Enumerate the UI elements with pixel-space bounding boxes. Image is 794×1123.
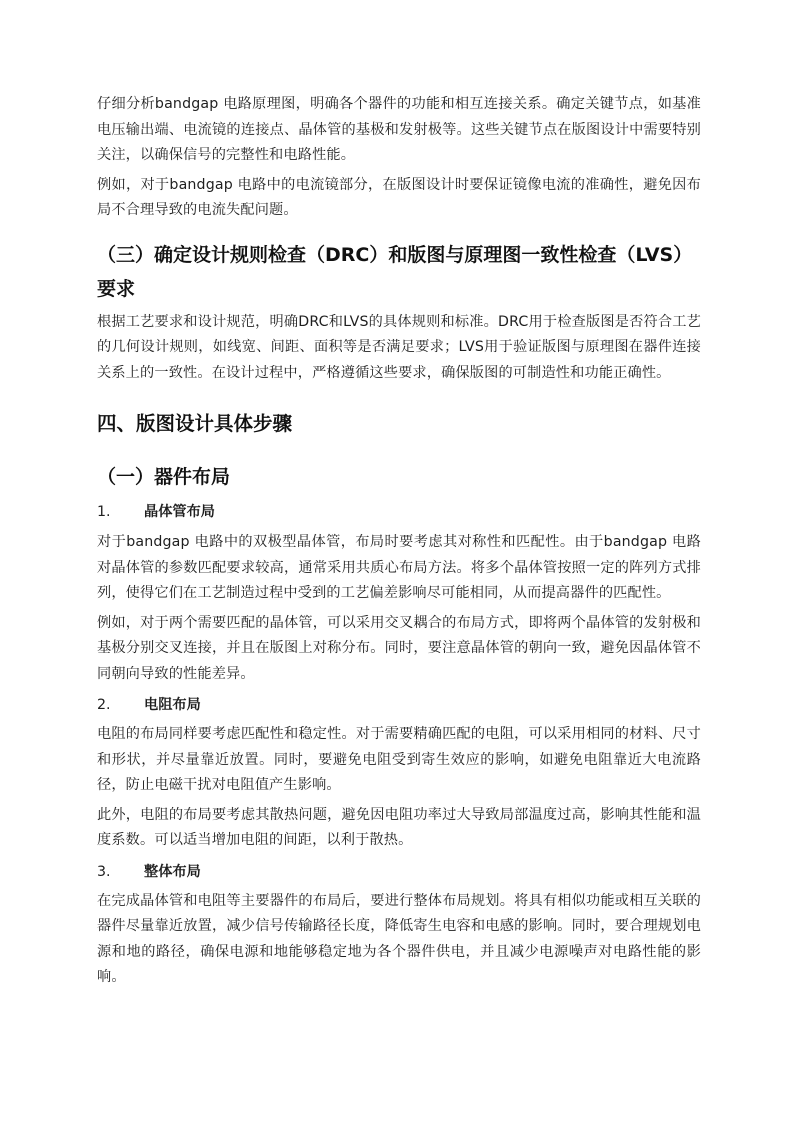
paragraph-key-nodes: 仔细分析bandgap 电路原理图，明确各个器件的功能和相互连接关系。确定关键节点，如基准电压输出端、电流镜的连接点、晶体管的基极和发射极等。这些关键节点在版图设计中需要特别关注，以确保信号的完整性和电路性能。	[97, 96, 701, 163]
paragraph-current-mirror: 例如，对于bandgap 电路中的电流镜部分，在版图设计时要保证镜像电流的准确性，避免因布局不合理导致的电流失配问题。	[97, 176, 701, 218]
item-label: 电阻布局	[144, 697, 201, 713]
item-label: 整体布局	[144, 863, 201, 880]
heading-drc-lvs: （三）确定设计规则检查（DRC）和版图与原理图一致性检查（LVS）要求	[97, 243, 693, 300]
paragraph-transistor-layout: 对于bandgap 电路中的双极型晶体管，布局时要考虑其对称性和匹配性。由于bandgap 电路对晶体管的参数匹配要求较高，通常采用共质心布局方法。将多个晶体管按照一定的阵列方式排列，使得它们在工艺制造过程中受到的工艺偏差影响尽可能相同，从而提高器件的匹配性。	[97, 534, 701, 601]
list-item-resistor	[97, 693, 701, 718]
heading-section-4: 四、版图设计具体步骤	[97, 412, 293, 435]
item-number: 3.	[97, 863, 111, 880]
paragraph-drc-lvs: 根据工艺要求和设计规范，明确DRC和LVS的具体规则和标准。DRC用于检查版图是否符合工艺的几何设计规则，如线宽、间距、面积等是否满足要求；LVS用于验证版图与原理图在器件连接关系上的一致性。在设计过程中，严格遵循这些要求，确保版图的可制造性和功能正确性。	[97, 313, 701, 381]
heading-device-layout: （一）器件布局	[97, 466, 231, 488]
item-number: 1.	[97, 504, 111, 520]
item-number: 2.	[97, 697, 111, 713]
list-item-transistor	[97, 500, 701, 525]
document-page	[97, 92, 701, 991]
list-item-overall	[97, 860, 701, 885]
paragraph-resistor-layout: 电阻的布局同样要考虑匹配性和稳定性。对于需要精确匹配的电阻，可以采用相同的材料、尺寸和形状，并尽量靠近放置。同时，要避免电阻受到寄生效应的影响，如避免电阻靠近大电流路径，防止电磁干扰对电阻值产生影响。	[97, 726, 701, 793]
item-label: 晶体管布局	[144, 504, 215, 520]
paragraph-overall-layout: 在完成晶体管和电阻等主要器件的布局后，要进行整体布局规划。将具有相似功能或相互关联的器件尽量靠近放置，减少信号传输路径长度，降低寄生电容和电感的影响。同时，要合理规划电源和地的路径，确保电源和地能够稳定地为各个器件供电，并且减少电源噪声对电路性能的影响。	[97, 892, 701, 985]
paragraph-cross-coupled: 例如，对于两个需要匹配的晶体管，可以采用交叉耦合的布局方式，即将两个晶体管的发射极和基极分别交叉连接，并且在版图上对称分布。同时，要注意晶体管的朝向一致，避免因晶体管不同朝向导致的性能差异。	[97, 614, 701, 682]
paragraph-resistor-heat: 此外，电阻的布局要考虑其散热问题，避免因电阻功率过大导致局部温度过高，影响其性能和温度系数。可以适当增加电阻的间距，以利于散热。	[97, 806, 701, 848]
